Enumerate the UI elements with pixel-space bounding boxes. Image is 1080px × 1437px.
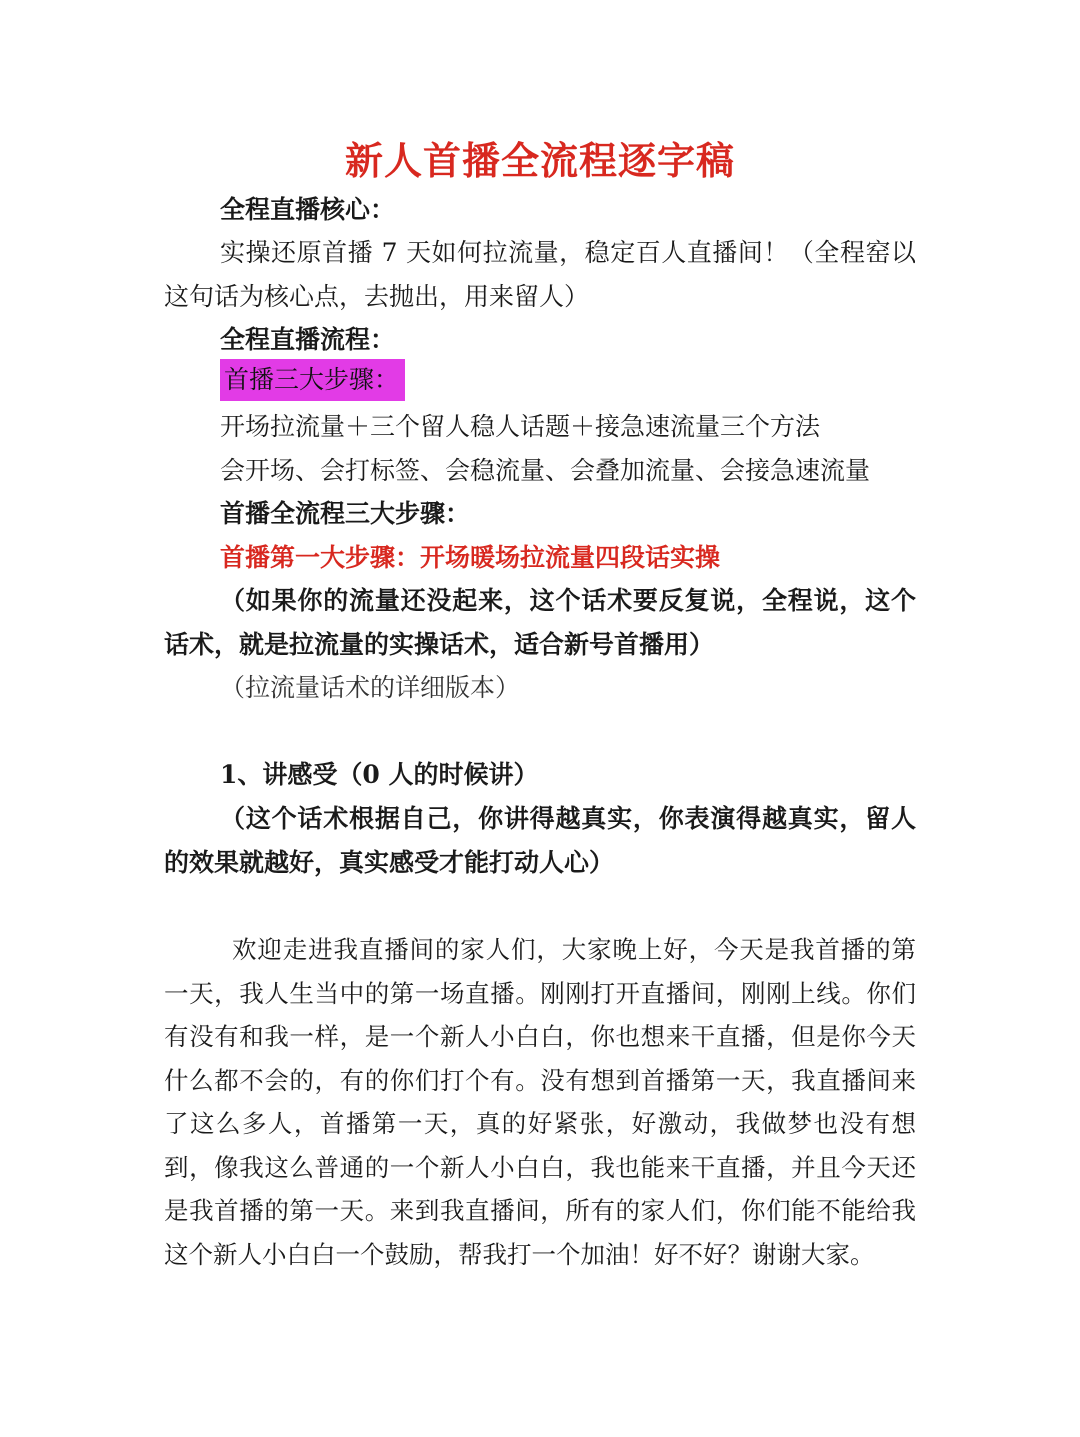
skills-line: 会开场、会打标签、会稳流量、会叠加流量、会接急速流量 [220,456,871,485]
section1-note: （这个话术根据自己，你讲得越真实，你表演得越真实，留人的效果就越好，真实感受才能打动人心） [164,804,916,877]
highlight-label: 首播三大步骤： [220,359,405,401]
core-text: 实操还原首播 7 天如何拉流量，稳定百人直播间！（全程窑以这句话为核心点，去抛出，用来留人） [164,238,916,311]
step1-detail: （拉流量话术的详细版本） [220,673,521,702]
core-heading: 全程直播核心： [220,195,396,224]
section1-heading: 1、讲感受（0 人的时候讲） [220,760,539,789]
process-heading: 全程直播流程： [220,325,396,354]
highlight-line [164,358,916,402]
step1-note: （如果你的流量还没起来，这个话术要反复说，全程说，这个话术，就是拉流量的实操话术，适合新号首播用） [164,586,916,659]
methods-line: 开场拉流量＋三个留人稳人话题＋接急速流量三个方法 [220,412,821,441]
document-title: 新人首播全流程逐字稿 [344,139,735,183]
step1-heading: 首播第一大步骤：开场暖场拉流量四段话实操 [220,543,721,572]
steps-heading: 首播全流程三大步骤： [220,499,471,528]
script-paragraph: 欢迎走进我直播间的家人们，大家晚上好，今天是我首播的第一天，我人生当中的第一场直播。刚刚打开直播间，刚刚上线。你们有没有和我一样，是一个新人小白白，你也想来干直播，但是你今天什么都不会的，有的你们打个有。没有想到首播第一天，我直播间来了这么多人，首播第一天，真的好紧张，好激动，我做梦也没有想到，像我这么普通的一个新人小白白，我也能来干直播，并且今天还是我首播的第一天。来到我直播间，所有的家人们，你们能不能给我这个新人小白白一个鼓励，帮我打一个加油！好不好？谢谢大家。 [164,935,916,1269]
